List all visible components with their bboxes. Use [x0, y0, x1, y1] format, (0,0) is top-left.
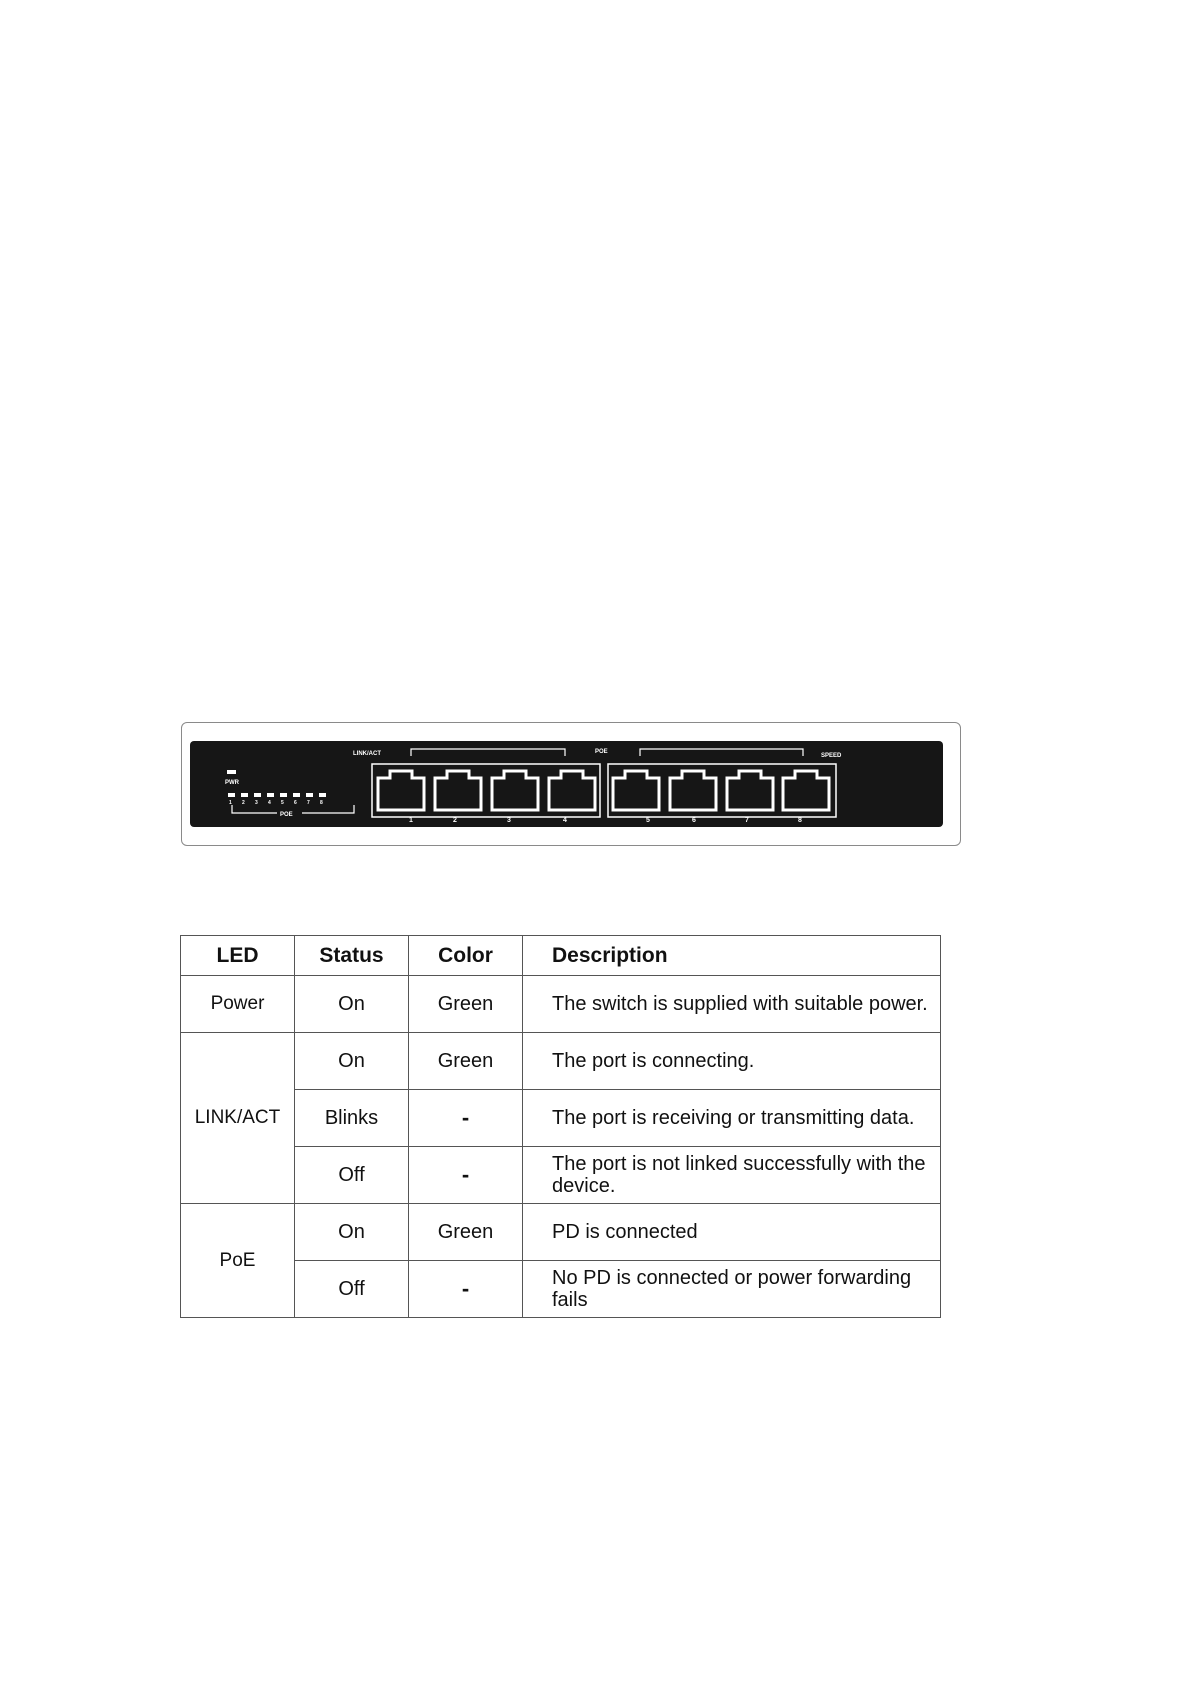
table-row	[181, 1090, 941, 1147]
poe-led-number: 8	[320, 800, 323, 806]
description-cell: PD is connected	[523, 1204, 941, 1261]
table-row	[181, 976, 941, 1033]
poe-led	[267, 793, 274, 806]
pwr-label: PWR	[225, 780, 239, 786]
speed-label: SPEED	[821, 753, 842, 759]
poe-led	[280, 793, 287, 806]
port-number: 4	[563, 817, 567, 824]
poe-ports-bracket-right	[640, 749, 803, 756]
poe-led-bracket-label: POE	[280, 812, 293, 818]
color-cell: -	[409, 1147, 523, 1204]
poe-ports-bracket-left	[411, 749, 565, 756]
description-cell: The port is receiving or transmitting data.	[523, 1090, 941, 1147]
poe-led-number: 2	[242, 800, 245, 806]
led-status-table	[180, 935, 941, 1318]
table-header-row	[181, 936, 941, 976]
color-cell: Green	[409, 1204, 523, 1261]
status-cell: Off	[295, 1147, 409, 1204]
rj45-port	[435, 771, 481, 824]
poe-led-row	[228, 793, 326, 806]
pwr-led	[227, 770, 236, 774]
poe-led	[228, 793, 235, 806]
rj45-port	[670, 771, 716, 824]
poe-led-number: 7	[307, 800, 310, 806]
color-cell: -	[409, 1090, 523, 1147]
led-name-poe: PoE	[181, 1204, 295, 1318]
poe-led	[241, 793, 248, 806]
rj45-port	[378, 771, 424, 824]
port-number: 2	[453, 817, 457, 824]
table-row	[181, 1033, 941, 1090]
status-cell: On	[295, 976, 409, 1033]
status-cell: Blinks	[295, 1090, 409, 1147]
port-number: 6	[692, 817, 696, 824]
color-cell: -	[409, 1261, 523, 1318]
status-cell: Off	[295, 1261, 409, 1318]
header-color: Color	[409, 936, 523, 976]
port-number: 3	[507, 817, 511, 824]
poe-led-number: 6	[294, 800, 297, 806]
port-number: 1	[409, 817, 413, 824]
header-led: LED	[181, 936, 295, 976]
poe-led	[306, 793, 313, 806]
port-number: 8	[798, 817, 802, 824]
port-number: 5	[646, 817, 650, 824]
status-cell: On	[295, 1204, 409, 1261]
poe-led-number: 3	[255, 800, 258, 806]
header-status: Status	[295, 936, 409, 976]
link-act-label: LINK/ACT	[353, 751, 381, 757]
rj45-port	[727, 771, 773, 824]
led-name-power: Power	[181, 976, 295, 1033]
rj45-port	[549, 771, 595, 824]
poe-led	[319, 793, 326, 806]
led-name-link-act: LINK/ACT	[181, 1033, 295, 1204]
header-description: Description	[523, 936, 941, 976]
color-cell: Green	[409, 1033, 523, 1090]
poe-led-number: 5	[281, 800, 284, 806]
port-number: 7	[745, 817, 749, 824]
poe-led-number: 1	[229, 800, 232, 806]
poe-led	[293, 793, 300, 806]
description-cell: The port is connecting.	[523, 1033, 941, 1090]
rj45-port	[613, 771, 659, 824]
rj45-port	[492, 771, 538, 824]
description-cell: The switch is supplied with suitable power.	[523, 976, 941, 1033]
poe-led-bracket	[232, 805, 354, 818]
poe-led-number: 4	[268, 800, 271, 806]
switch-panel-drawing	[190, 741, 943, 827]
color-cell: Green	[409, 976, 523, 1033]
poe-ports-label: POE	[595, 749, 608, 755]
description-cell: No PD is connected or power forwarding fails	[523, 1261, 941, 1318]
table-row	[181, 1261, 941, 1318]
description-cell: The port is not linked successfully with the device.	[523, 1147, 941, 1204]
status-cell: On	[295, 1033, 409, 1090]
table-row	[181, 1204, 941, 1261]
rj45-port	[783, 771, 829, 824]
poe-led	[254, 793, 261, 806]
table-row	[181, 1147, 941, 1204]
